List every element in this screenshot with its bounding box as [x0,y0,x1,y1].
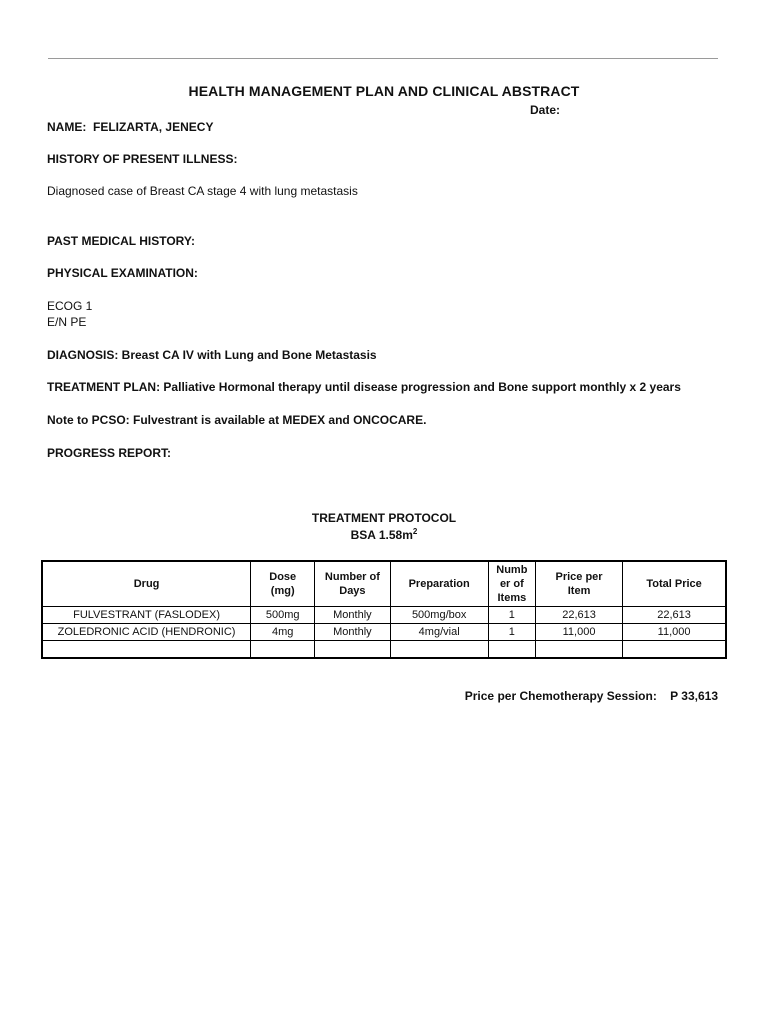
date-label: Date: [530,103,561,117]
cell-preparation: 500mg/box [390,607,488,624]
table-row [42,607,726,624]
cell-empty [623,641,726,659]
patient-name-line [47,120,213,134]
cell-days: Monthly [315,624,390,641]
cell-dose: 4mg [251,624,315,641]
patient-name-label: NAME: [47,120,87,134]
cell-total: 22,613 [623,607,726,624]
cell-items: 1 [488,624,535,641]
bsa-line [0,527,768,542]
col-header-price [535,561,622,607]
pmh-label: PAST MEDICAL HISTORY: [47,234,196,248]
table-row [42,624,726,641]
price-header-line2: Item [567,585,591,597]
pe-ecog: ECOG 1 [47,299,93,313]
table-row-empty [42,641,726,659]
cell-empty [42,641,251,659]
col-header-preparation: Preparation [390,561,488,607]
col-header-drug: Drug [42,561,251,607]
hpi-text: Diagnosed case of Breast CA stage 4 with lung metastasis [47,184,358,198]
cell-dose: 500mg [251,607,315,624]
cell-empty [488,641,535,659]
pcso-note: Note to PCSO: Fulvestrant is available at MEDEX and ONCOCARE. [47,413,427,427]
dose-header-line2: (mg) [270,585,295,597]
table-header-row [42,561,726,607]
bsa-value: BSA 1.58m [350,528,413,542]
cell-price: 22,613 [535,607,622,624]
pe-en: E/N PE [47,315,87,329]
cell-empty [315,641,390,659]
col-header-items [488,561,535,607]
cell-price: 11,000 [535,624,622,641]
treatment-plan: TREATMENT PLAN: Palliative Hormonal therapy until disease progression and Bone support monthly x 2 years [47,380,681,394]
bsa-superscript: 2 [412,527,418,536]
cell-items: 1 [488,607,535,624]
document-title: HEALTH MANAGEMENT PLAN AND CLINICAL ABSTRACT [188,83,580,99]
cell-empty [251,641,315,659]
cell-drug: FULVESTRANT (FASLODEX) [42,607,251,624]
dose-header-line1: Dose [269,571,297,583]
cell-days: Monthly [315,607,390,624]
price-header-line1: Price per [555,571,603,583]
pe-label: PHYSICAL EXAMINATION: [47,266,198,280]
items-header-line2: er of [499,578,524,590]
cell-drug: ZOLEDRONIC ACID (HENDRONIC) [42,624,251,641]
session-price-summary [465,689,718,703]
col-header-days [315,561,390,607]
cell-empty [535,641,622,659]
progress-report-label: PROGRESS REPORT: [47,446,172,460]
col-header-total: Total Price [623,561,726,607]
items-header-line3: Items [497,592,527,604]
days-header-line2: Days [339,585,366,597]
treatment-protocol-table [41,560,727,659]
cell-preparation: 4mg/vial [390,624,488,641]
top-divider [48,58,718,59]
cell-total: 11,000 [623,624,726,641]
diagnosis: DIAGNOSIS: Breast CA IV with Lung and Bone Metastasis [47,348,377,362]
session-price-value: P 33,613 [670,689,718,703]
items-header-line1: Numb [496,564,528,576]
patient-name-value: FELIZARTA, JENECY [93,120,214,134]
days-header-line1: Number of [324,571,380,583]
hpi-label: HISTORY OF PRESENT ILLNESS: [47,152,238,166]
session-price-label: Price per Chemotherapy Session: [464,689,657,703]
protocol-title: TREATMENT PROTOCOL [311,511,457,525]
cell-empty [390,641,488,659]
col-header-dose [251,561,315,607]
